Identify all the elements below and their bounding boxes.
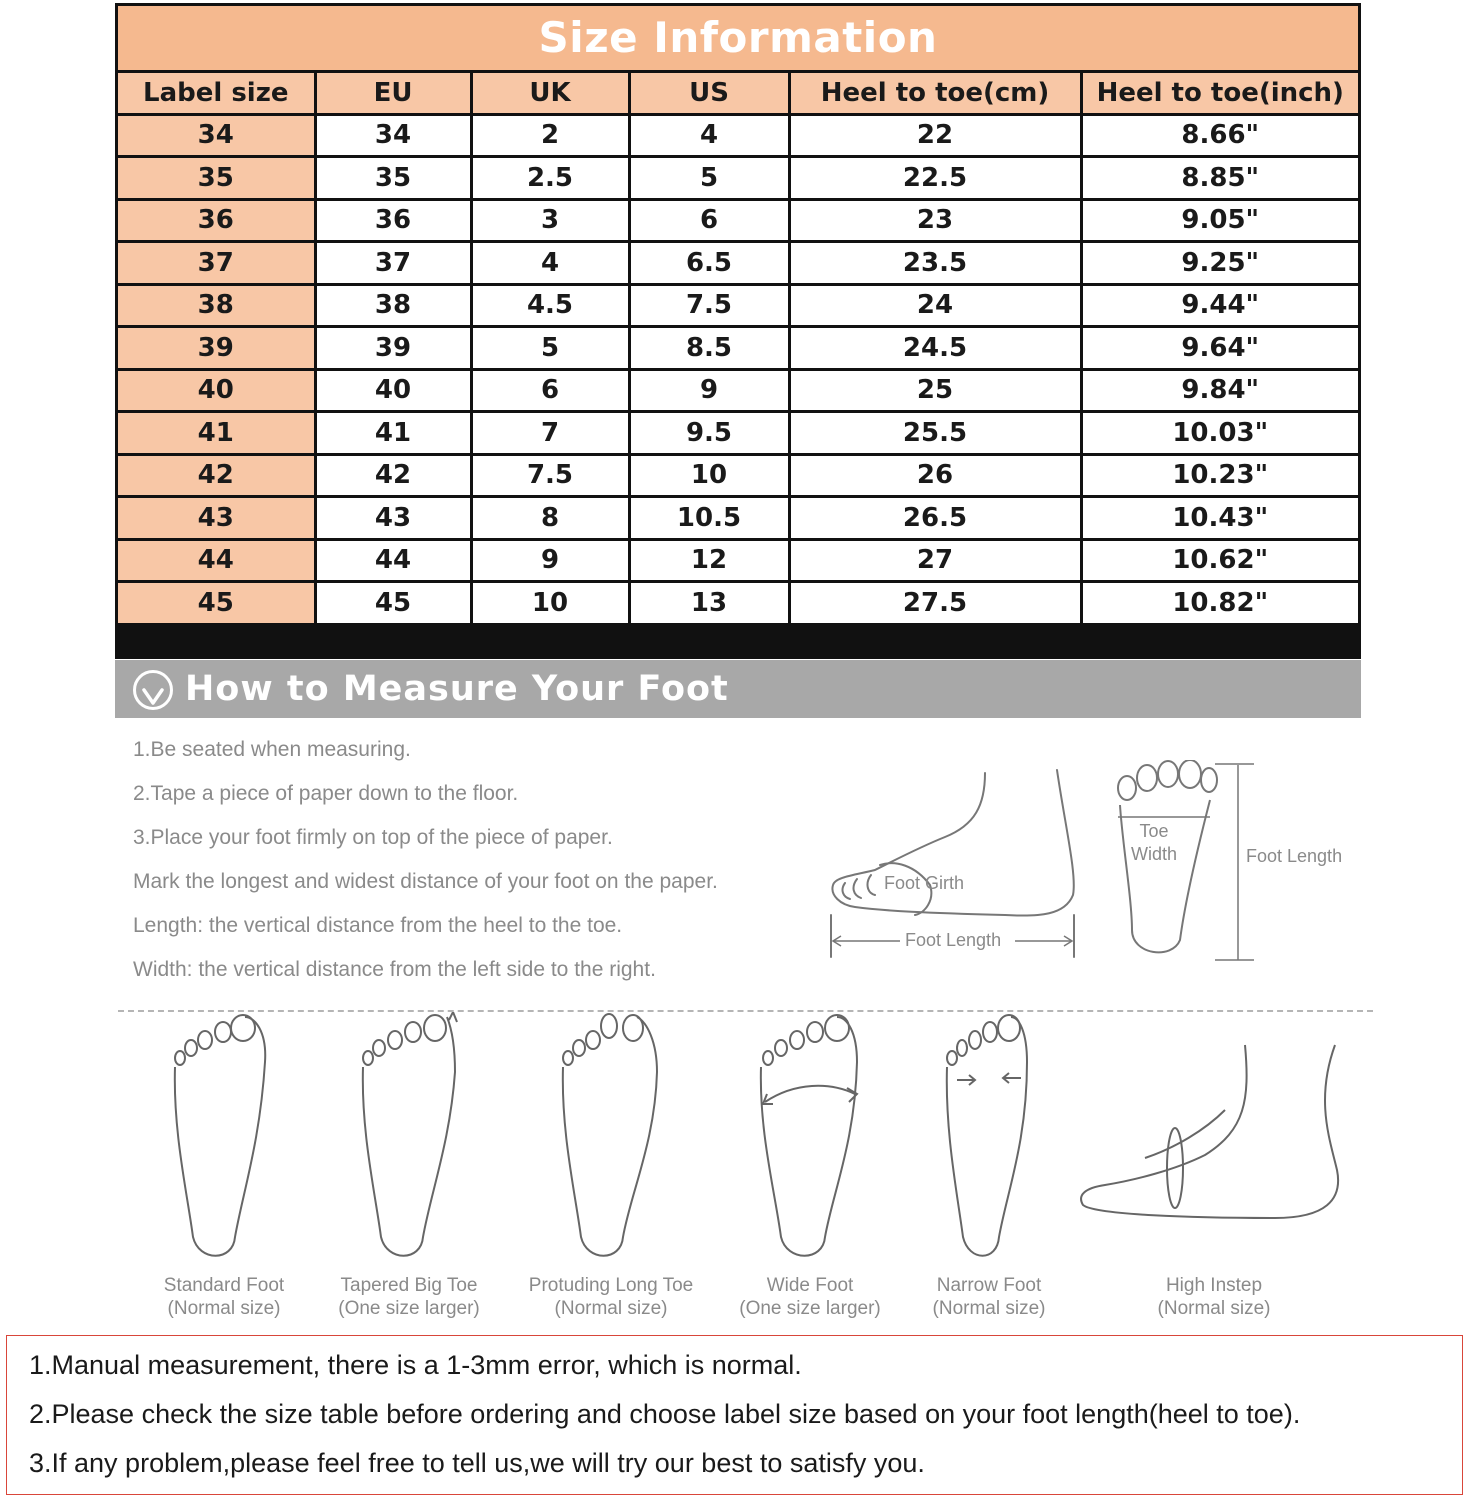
table-cell: 10.62" bbox=[1081, 539, 1358, 582]
protruding-long-toe-foot-icon bbox=[555, 1012, 670, 1262]
table-cell: 26.5 bbox=[789, 497, 1081, 540]
note-text: 1.Manual measurement, there is a 1-3mm error, which is normal. bbox=[29, 1350, 802, 1380]
table-row bbox=[118, 582, 1358, 623]
table-cell: 7.5 bbox=[471, 454, 629, 497]
foot-type-caption: Standard Foot (Normal size) bbox=[163, 1275, 285, 1319]
table-cell: 4 bbox=[471, 242, 629, 285]
foot-type-caption: Wide Foot (One size larger) bbox=[739, 1275, 881, 1319]
table-cell: 25.5 bbox=[789, 412, 1081, 455]
table-row bbox=[118, 369, 1358, 412]
table-cell: 27 bbox=[789, 539, 1081, 582]
column-header: UK bbox=[471, 73, 629, 114]
howto-title: How to Measure Your Foot bbox=[185, 669, 729, 709]
table-row bbox=[118, 114, 1358, 157]
chevron-down-circle-icon bbox=[133, 670, 173, 710]
table-row bbox=[118, 412, 1358, 455]
table-cell: 2 bbox=[471, 114, 629, 157]
table-cell: 36 bbox=[315, 199, 471, 242]
table-cell: 9.25" bbox=[1081, 242, 1358, 285]
table-cell: 12 bbox=[629, 539, 789, 582]
table-cell: 9.5 bbox=[629, 412, 789, 455]
table-cell: 6.5 bbox=[629, 242, 789, 285]
table-cell: 5 bbox=[471, 327, 629, 370]
table-cell: 9 bbox=[471, 539, 629, 582]
table-cell: 8.85" bbox=[1081, 157, 1358, 200]
table-row bbox=[118, 539, 1358, 582]
note-text: 2.Please check the size table before ordering and choose label size based on your foot length(heel to toe). bbox=[29, 1399, 1301, 1429]
table-cell: 24 bbox=[789, 284, 1081, 327]
table-cell: 10 bbox=[471, 582, 629, 623]
table-cell: 7.5 bbox=[629, 284, 789, 327]
howto-header bbox=[115, 660, 1361, 718]
table-cell: 23 bbox=[789, 199, 1081, 242]
table-cell: 34 bbox=[315, 114, 471, 157]
table-cell: 10.03" bbox=[1081, 412, 1358, 455]
label-size-cell: 35 bbox=[118, 157, 315, 200]
toe-width-label: Toe Width bbox=[1130, 821, 1177, 864]
table-cell: 43 bbox=[315, 497, 471, 540]
table-cell: 3 bbox=[471, 199, 629, 242]
label-size-cell: 41 bbox=[118, 412, 315, 455]
foot-girth-label: Foot Girth bbox=[884, 873, 965, 893]
table-cell: 13 bbox=[629, 582, 789, 623]
table-cell: 37 bbox=[315, 242, 471, 285]
foot-length-label: Foot Length bbox=[905, 930, 1002, 950]
wide-foot-icon bbox=[755, 1012, 870, 1262]
table-row bbox=[118, 497, 1358, 540]
table-cell: 42 bbox=[315, 454, 471, 497]
table-cell: 27.5 bbox=[789, 582, 1081, 623]
table-cell: 10.82" bbox=[1081, 582, 1358, 623]
table-cell: 22 bbox=[789, 114, 1081, 157]
size-grid bbox=[118, 73, 1358, 623]
standard-foot-icon bbox=[165, 1012, 280, 1262]
table-cell: 23.5 bbox=[789, 242, 1081, 285]
table-row bbox=[118, 454, 1358, 497]
narrow-foot-icon bbox=[935, 1012, 1050, 1262]
table-cell: 6 bbox=[629, 199, 789, 242]
table-cell: 25 bbox=[789, 369, 1081, 412]
table-cell: 24.5 bbox=[789, 327, 1081, 370]
step-text: Mark the longest and widest distance of your foot on the paper. bbox=[133, 870, 718, 893]
table-row bbox=[118, 199, 1358, 242]
table-cell: 10 bbox=[629, 454, 789, 497]
dashed-divider bbox=[118, 1010, 1373, 1012]
foot-type-caption: Tapered Big Toe (One size larger) bbox=[338, 1275, 480, 1319]
table-cell: 22.5 bbox=[789, 157, 1081, 200]
label-size-cell: 34 bbox=[118, 114, 315, 157]
table-cell: 9.05" bbox=[1081, 199, 1358, 242]
table-cell: 6 bbox=[471, 369, 629, 412]
table-cell: 8.66" bbox=[1081, 114, 1358, 157]
table-cell: 38 bbox=[315, 284, 471, 327]
step-text: 1.Be seated when measuring. bbox=[133, 738, 411, 761]
table-cell: 26 bbox=[789, 454, 1081, 497]
table-row bbox=[118, 242, 1358, 285]
step-text: 2.Tape a piece of paper down to the floor. bbox=[133, 782, 519, 805]
table-row bbox=[118, 327, 1358, 370]
table-cell: 44 bbox=[315, 539, 471, 582]
table-cell: 39 bbox=[315, 327, 471, 370]
foot-type-caption: Protuding Long Toe (Normal size) bbox=[528, 1275, 694, 1319]
foot-type-caption: Narrow Foot (Normal size) bbox=[932, 1275, 1046, 1319]
sole-length-label: Foot Length bbox=[1246, 846, 1343, 866]
label-size-cell: 44 bbox=[118, 539, 315, 582]
notes-box bbox=[6, 1335, 1463, 1495]
table-cell: 35 bbox=[315, 157, 471, 200]
table-cell: 9.84" bbox=[1081, 369, 1358, 412]
table-row bbox=[118, 157, 1358, 200]
step-text: 3.Place your foot firmly on top of the piece of paper. bbox=[133, 826, 613, 849]
table-cell: 10.5 bbox=[629, 497, 789, 540]
label-size-cell: 45 bbox=[118, 582, 315, 623]
table-cell: 4.5 bbox=[471, 284, 629, 327]
table-cell: 8 bbox=[471, 497, 629, 540]
column-header: US bbox=[629, 73, 789, 114]
table-cell: 45 bbox=[315, 582, 471, 623]
column-header: Label size bbox=[118, 73, 315, 114]
measure-steps bbox=[133, 733, 823, 997]
tapered-big-toe-foot-icon bbox=[355, 1012, 470, 1262]
note-text: 3.If any problem,please feel free to tell us,we will try our best to satisfy you. bbox=[29, 1448, 925, 1478]
column-header: Heel to toe(cm) bbox=[789, 73, 1081, 114]
size-table-title: Size Information bbox=[118, 6, 1358, 70]
label-size-cell: 42 bbox=[118, 454, 315, 497]
table-header-row bbox=[118, 73, 1358, 114]
table-cell: 40 bbox=[315, 369, 471, 412]
table-cell: 9 bbox=[629, 369, 789, 412]
label-size-cell: 43 bbox=[118, 497, 315, 540]
table-cell: 41 bbox=[315, 412, 471, 455]
high-instep-foot-icon bbox=[1075, 1040, 1350, 1230]
table-row bbox=[118, 284, 1358, 327]
table-cell: 9.44" bbox=[1081, 284, 1358, 327]
table-cell: 5 bbox=[629, 157, 789, 200]
table-cell: 8.5 bbox=[629, 327, 789, 370]
label-size-cell: 38 bbox=[118, 284, 315, 327]
label-size-cell: 39 bbox=[118, 327, 315, 370]
table-cell: 4 bbox=[629, 114, 789, 157]
step-text: Length: the vertical distance from the heel to the toe. bbox=[133, 914, 623, 937]
label-size-cell: 40 bbox=[118, 369, 315, 412]
table-cell: 9.64" bbox=[1081, 327, 1358, 370]
column-header: EU bbox=[315, 73, 471, 114]
size-table bbox=[115, 3, 1361, 659]
table-cell: 10.23" bbox=[1081, 454, 1358, 497]
table-cell: 2.5 bbox=[471, 157, 629, 200]
label-size-cell: 37 bbox=[118, 242, 315, 285]
foot-type-caption: High Instep (Normal size) bbox=[1157, 1275, 1271, 1319]
table-cell: 7 bbox=[471, 412, 629, 455]
label-size-cell: 36 bbox=[118, 199, 315, 242]
column-header: Heel to toe(inch) bbox=[1081, 73, 1358, 114]
table-cell: 10.43" bbox=[1081, 497, 1358, 540]
step-text: Width: the vertical distance from the left side to the right. bbox=[133, 958, 656, 981]
